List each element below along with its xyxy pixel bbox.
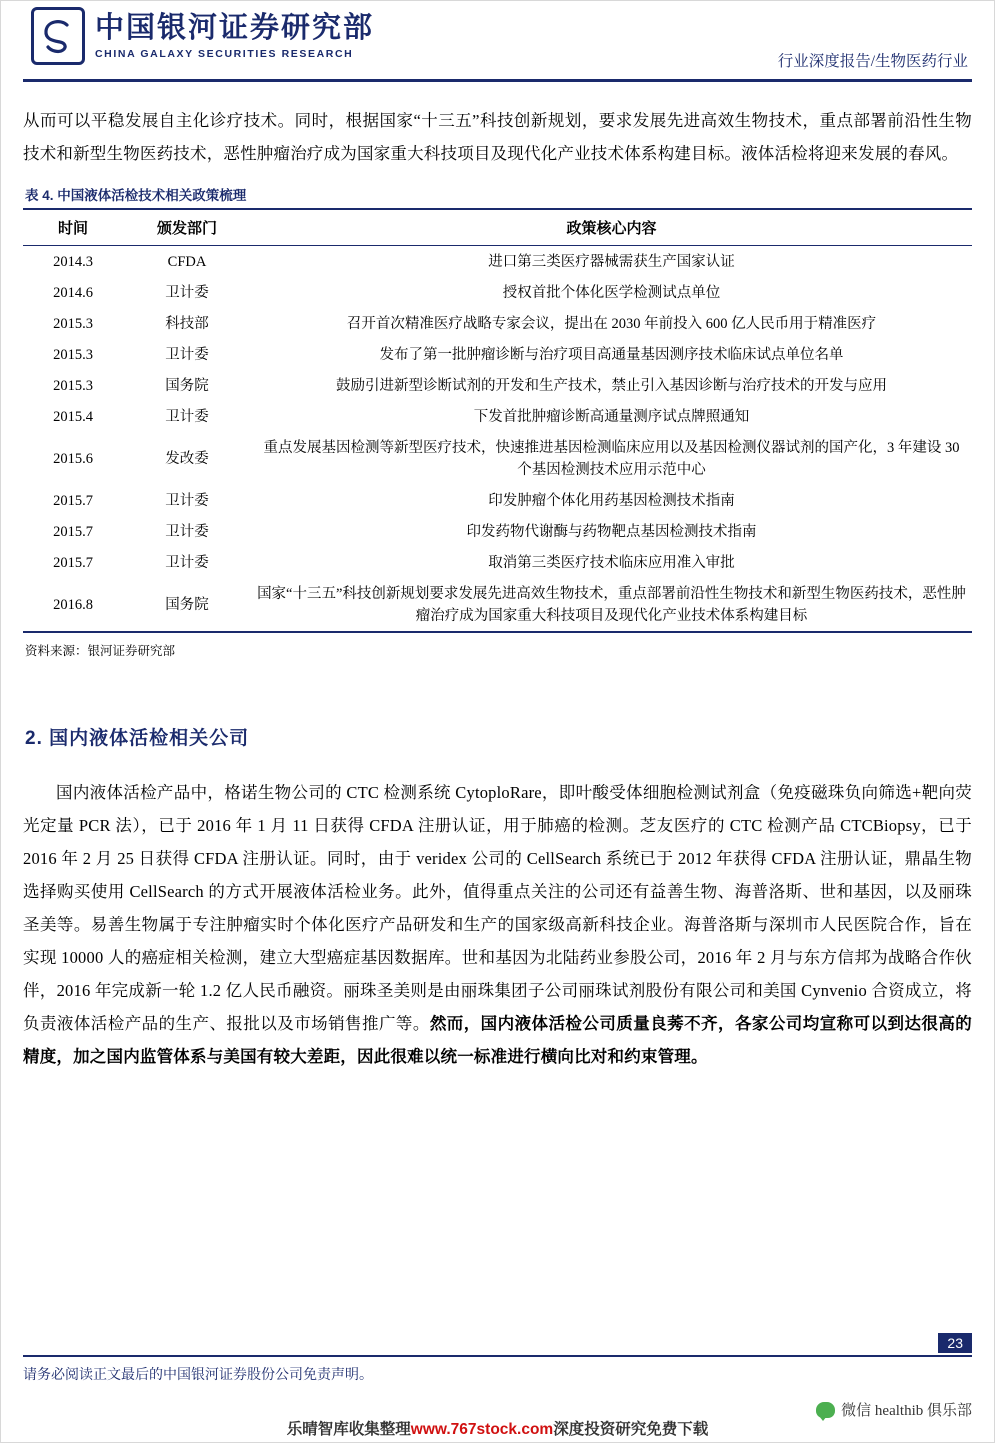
- policy-table: [23, 208, 972, 633]
- table-row: [23, 578, 972, 632]
- page-header: [23, 1, 972, 82]
- table-row: [23, 432, 972, 485]
- cell-time: 2015.3: [53, 315, 93, 332]
- section-paragraph-normal: 国内液体活检产品中，格诺生物公司的 CTC 检测系统 CytoploRare，即叶酸受体细胞检测试剂盒（免疫磁珠负向筛选+靶向荧光定量 PCR 法），已于 2016 年 1 月 11 日获得 CFDA 注册认证，用于肺癌的检测。芝友医疗的 CTC 检测产品 CTCBiopsy，已于 2016 年 2 月 25 日获得 CFDA 注册认证。同时，由于 veridex 公司的 CellSearch 系统已于 2012 年获得 CFDA 注册认证，鼎晶生物选择购买使用 CellSearch 的方式开展液体活检业务。此外，值得重点关注的公司还有益善生物、海普洛斯、世和基因，以及丽珠圣美等。易善生物属于专注肿瘤实时个体化医疗产品研发和生产的国家级高新科技企业。海普洛斯与深圳市人民医院合作，旨在实现 10000 人的癌症相关检测，建立大型癌症基因数据库。世和基因为北陆药业参股公司，2016 年 2 月与东方信邦为战略合作伙伴，2016 年完成新一轮 1.2 亿人民币融资。丽珠圣美则是由丽珠集团子公司丽珠试剂股份有限公司和美国 Cynvenio 合资成立，将负责液体活检产品的生产、报批以及市场销售推广等。: [23, 783, 972, 1033]
- cell-dept: 卫计委: [165, 492, 209, 509]
- watermark-url: www.767stock.com: [410, 1421, 554, 1438]
- cell-content: 下发首批肿瘤诊断高通量测序试点牌照通知: [473, 408, 750, 425]
- galaxy-logo-icon: [31, 7, 85, 65]
- page-content: [23, 82, 972, 1073]
- cell-dept: 科技部: [165, 315, 209, 332]
- cell-content: 取消第三类医疗技术临床应用准入审批: [488, 554, 735, 571]
- table-row: [23, 547, 972, 578]
- cell-content: 进口第三类医疗器械需获生产国家认证: [488, 253, 735, 270]
- wechat-label: 微信 healthib 俱乐部: [841, 1403, 972, 1419]
- cell-content: 印发药物代谢酶与药物靶点基因检测技术指南: [466, 523, 757, 540]
- cell-dept: 卫计委: [165, 346, 209, 363]
- footer-line: [23, 1335, 972, 1384]
- cell-time: 2015.6: [53, 450, 93, 467]
- cell-time: 2015.7: [53, 523, 93, 540]
- cell-time: 2015.4: [53, 408, 93, 425]
- table-row: [23, 277, 972, 308]
- cell-time: 2015.3: [53, 377, 93, 394]
- table-header-row: [23, 209, 972, 246]
- cell-time: 2014.6: [53, 284, 93, 301]
- table-source-note: 资料来源：银河证券研究部: [25, 644, 176, 658]
- page-number-badge: 23: [938, 1333, 972, 1353]
- cell-time: 2015.3: [53, 346, 93, 363]
- cell-dept: 卫计委: [165, 554, 209, 571]
- cell-content: 重点发展基因检测等新型医疗技术，快速推进基因检测临床应用以及基因检测仪器试剂的国产化，3 年建设 30 个基因检测技术应用示范中心: [263, 439, 960, 478]
- watermark: [1, 1417, 994, 1439]
- cell-content: 召开首次精准医疗战略专家会议，提出在 2030 年前投入 600 亿人民币用于精准医疗: [346, 315, 877, 332]
- cell-content: 鼓励引进新型诊断试剂的开发和生产技术，禁止引入基因诊断与治疗技术的开发与应用: [336, 377, 887, 394]
- wechat-icon: [816, 1402, 835, 1418]
- table-caption: 表 4. 中国液体活检技术相关政策梳理: [25, 188, 247, 203]
- logo-chinese-name: 中国银河证券研究部: [95, 11, 375, 44]
- report-category-label: 行业深度报告/生物医药行业: [777, 53, 968, 70]
- cell-dept: 发改委: [165, 450, 209, 467]
- disclaimer-text: 请务必阅读正文最后的中国银河证券股份公司免责声明。: [23, 1368, 373, 1383]
- cell-dept: 卫计委: [165, 408, 209, 425]
- table-row: [23, 401, 972, 432]
- table-col-time: 时间: [23, 209, 123, 246]
- cell-time: 2015.7: [53, 554, 93, 571]
- watermark-right-text: 深度投资研究免费下载: [553, 1421, 709, 1438]
- section-paragraph-bold: 然而，国内液体活检公司质量良莠不齐，各家公司均宣称可以到达很高的精度，加之国内监管体系与美国有较大差距，因此很难以统一标准进行横向比对和约束管理。: [23, 1014, 972, 1066]
- cell-dept: CFDA: [167, 253, 207, 270]
- cell-content: 印发肿瘤个体化用药基因检测技术指南: [488, 492, 735, 509]
- cell-dept: 卫计委: [165, 284, 209, 301]
- page-footer: [23, 1335, 972, 1384]
- table-row: [23, 339, 972, 370]
- logo-english-name: CHINA GALAXY SECURITIES RESEARCH: [95, 48, 354, 61]
- brand-logo: [31, 7, 374, 65]
- cell-dept: 卫计委: [165, 523, 209, 540]
- cell-time: 2015.7: [53, 492, 93, 509]
- cell-content: 发布了第一批肿瘤诊断与治疗项目高通量基因测序技术临床试点单位名单: [379, 346, 844, 363]
- cell-content: 国家“十三五”科技创新规划要求发展先进高效生物技术，重点部署前沿性生物技术和新型生物医药技术，恶性肿瘤治疗成为国家重大科技项目及现代化产业技术体系构建目标: [251, 578, 972, 632]
- table-row: [23, 370, 972, 401]
- table-row: [23, 485, 972, 516]
- cell-time: 2016.8: [23, 578, 123, 632]
- table-col-dept: 颁发部门: [123, 209, 251, 246]
- cell-dept: 国务院: [123, 578, 251, 632]
- watermark-left-text: 乐晴智库收集整理: [286, 1421, 411, 1438]
- table-col-content: 政策核心内容: [251, 209, 972, 246]
- table-row: [23, 308, 972, 339]
- intro-paragraph: 从而可以平稳发展自主化诊疗技术。同时，根据国家“十三五”科技创新规划，要求发展先进高效生物技术，重点部署前沿性生物技术和新型生物医药技术，恶性肿瘤治疗成为国家重大科技项目及现代化产业技术体系构建目标。液体活检将迎来发展的春风。: [23, 111, 972, 163]
- cell-dept: 国务院: [165, 377, 209, 394]
- table-row: [23, 516, 972, 547]
- cell-content: 授权首批个体化医学检测试点单位: [502, 284, 721, 301]
- section-paragraph: [23, 776, 972, 1073]
- cell-time: 2014.3: [53, 253, 93, 270]
- section-heading: 2. 国内液体活检相关公司: [25, 728, 250, 749]
- table-row: [23, 246, 972, 278]
